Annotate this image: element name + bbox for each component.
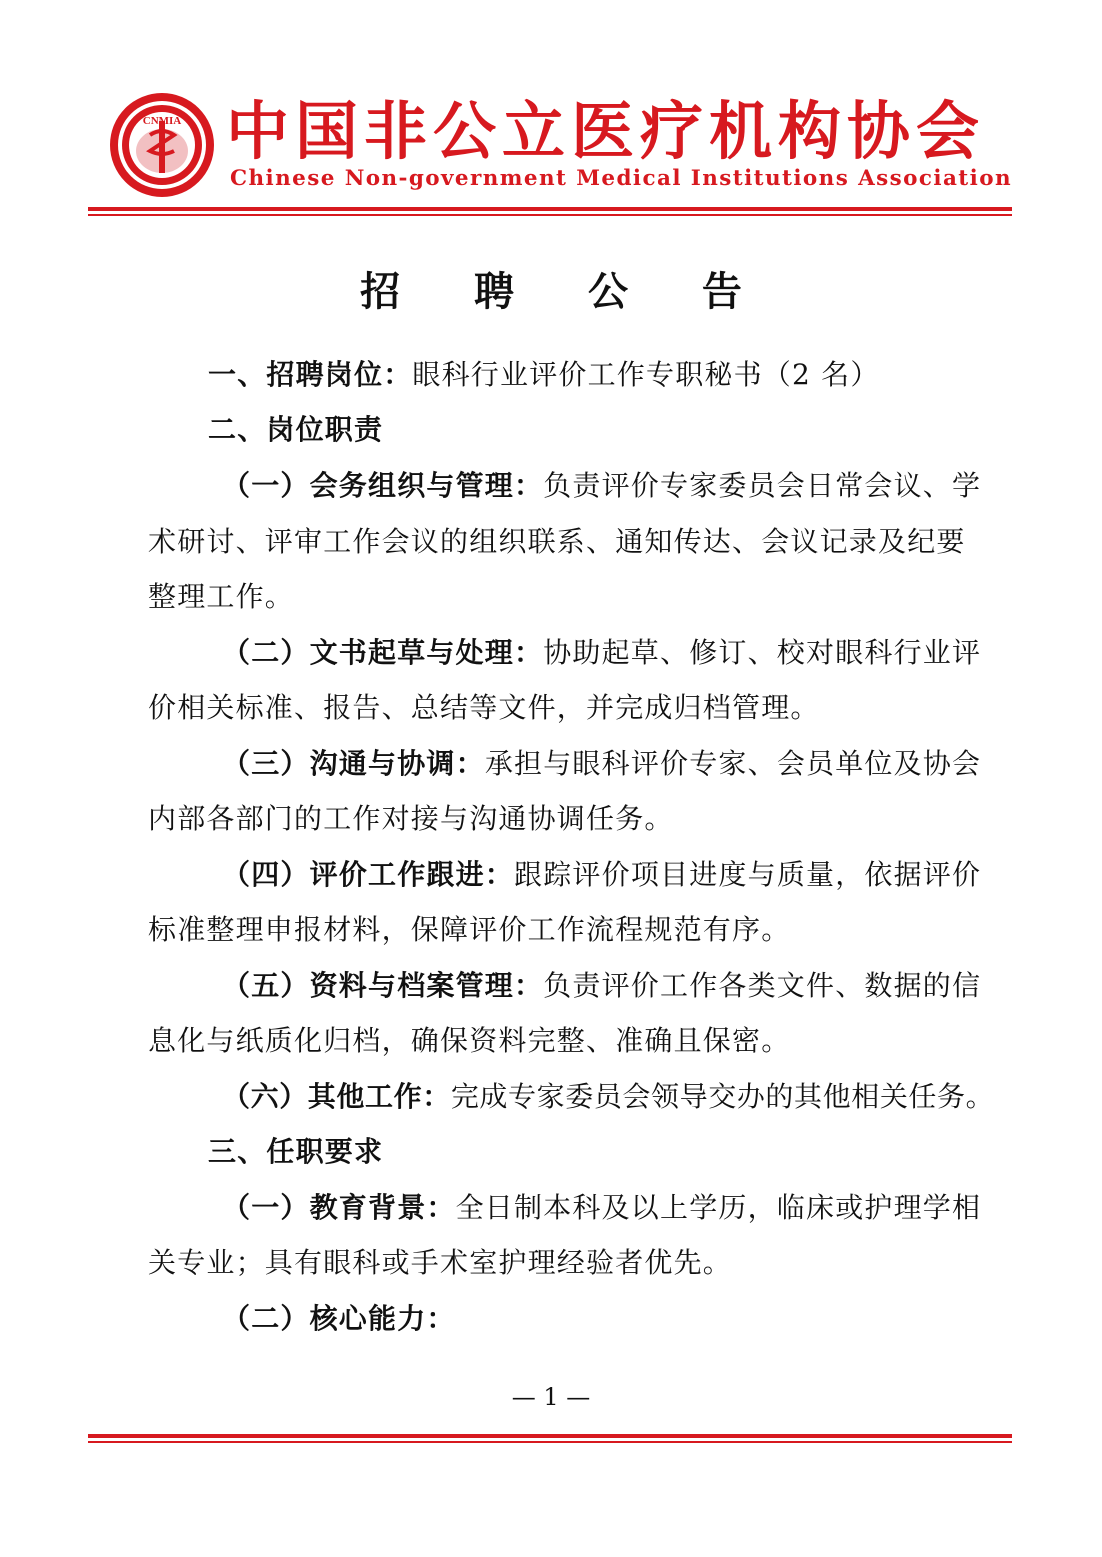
item-text: 协助起草、修订、校对眼科行业评 — [543, 636, 982, 669]
item-label: （四）评价工作跟进： — [222, 858, 515, 891]
item-label: （一）教育背景： — [222, 1191, 456, 1224]
logo-text: CNMIA — [142, 115, 182, 127]
item-label: （五）资料与档案管理： — [222, 969, 544, 1002]
requirement-item-2 — [222, 1302, 456, 1336]
item-label: （一）会务组织与管理： — [222, 469, 544, 502]
requirement-item-1 — [222, 1191, 981, 1225]
section-duties-heading — [208, 413, 383, 447]
section-heading: 二、岗位职责 — [208, 413, 384, 446]
org-name-en: Chinese Non-government Medical Institutions Association — [230, 166, 1012, 191]
section-requirements-heading — [208, 1135, 383, 1169]
requirement-item-1-cont: 关专业；具有眼科或手术室护理经验者优先。 — [148, 1246, 733, 1279]
section-heading: 三、任职要求 — [208, 1135, 384, 1168]
duty-item-2 — [222, 636, 981, 670]
duty-item-5-cont: 息化与纸质化归档，确保资料完整、准确且保密。 — [148, 1024, 791, 1057]
duty-item-4-cont: 标准整理申报材料，保障评价工作流程规范有序。 — [148, 913, 791, 946]
footer-rule-thick — [88, 1434, 1012, 1438]
document-title: 招 聘 公 告 — [360, 268, 772, 315]
duty-item-1-cont: 整理工作。 — [148, 580, 295, 613]
item-label: （二）核心能力： — [222, 1302, 456, 1335]
item-text: 完成专家委员会领导交办的其他相关任务。 — [450, 1080, 995, 1113]
section-heading: 一、招聘岗位： — [208, 358, 413, 391]
item-text: 负责评价专家委员会日常会议、学 — [543, 469, 982, 502]
section-position — [208, 358, 880, 392]
duty-item-3 — [222, 747, 981, 781]
position-text: 眼科行业评价工作专职秘书（2 名） — [412, 358, 880, 391]
duty-item-1 — [222, 469, 981, 503]
item-label: （六）其他工作： — [222, 1080, 451, 1113]
item-text: 承担与眼科评价专家、会员单位及协会 — [484, 747, 982, 780]
header-rule-thick — [88, 207, 1012, 211]
org-name-cn: 中国非公立医疗机构协会 — [226, 94, 985, 168]
item-text: 全日制本科及以上学历，临床或护理学相 — [455, 1191, 982, 1224]
duty-item-1-cont: 术研讨、评审工作会议的组织联系、通知传达、会议记录及纪要 — [148, 525, 966, 558]
duty-item-2-cont: 价相关标准、报告、总结等文件，并完成归档管理。 — [148, 691, 820, 724]
duty-item-4 — [222, 858, 981, 892]
association-logo — [108, 91, 216, 199]
item-text: 跟踪评价项目进度与质量，依据评价 — [514, 858, 982, 891]
duty-item-5 — [222, 969, 981, 1003]
item-text: 负责评价工作各类文件、数据的信 — [543, 969, 982, 1002]
duty-item-6 — [222, 1080, 994, 1114]
header-rule-thin — [88, 214, 1012, 216]
page-number: — 1 — — [511, 1383, 591, 1411]
item-label: （二）文书起草与处理： — [222, 636, 544, 669]
footer-rule-thin — [88, 1441, 1012, 1443]
duty-item-3-cont: 内部各部门的工作对接与沟通协调任务。 — [148, 802, 674, 835]
item-label: （三）沟通与协调： — [222, 747, 485, 780]
